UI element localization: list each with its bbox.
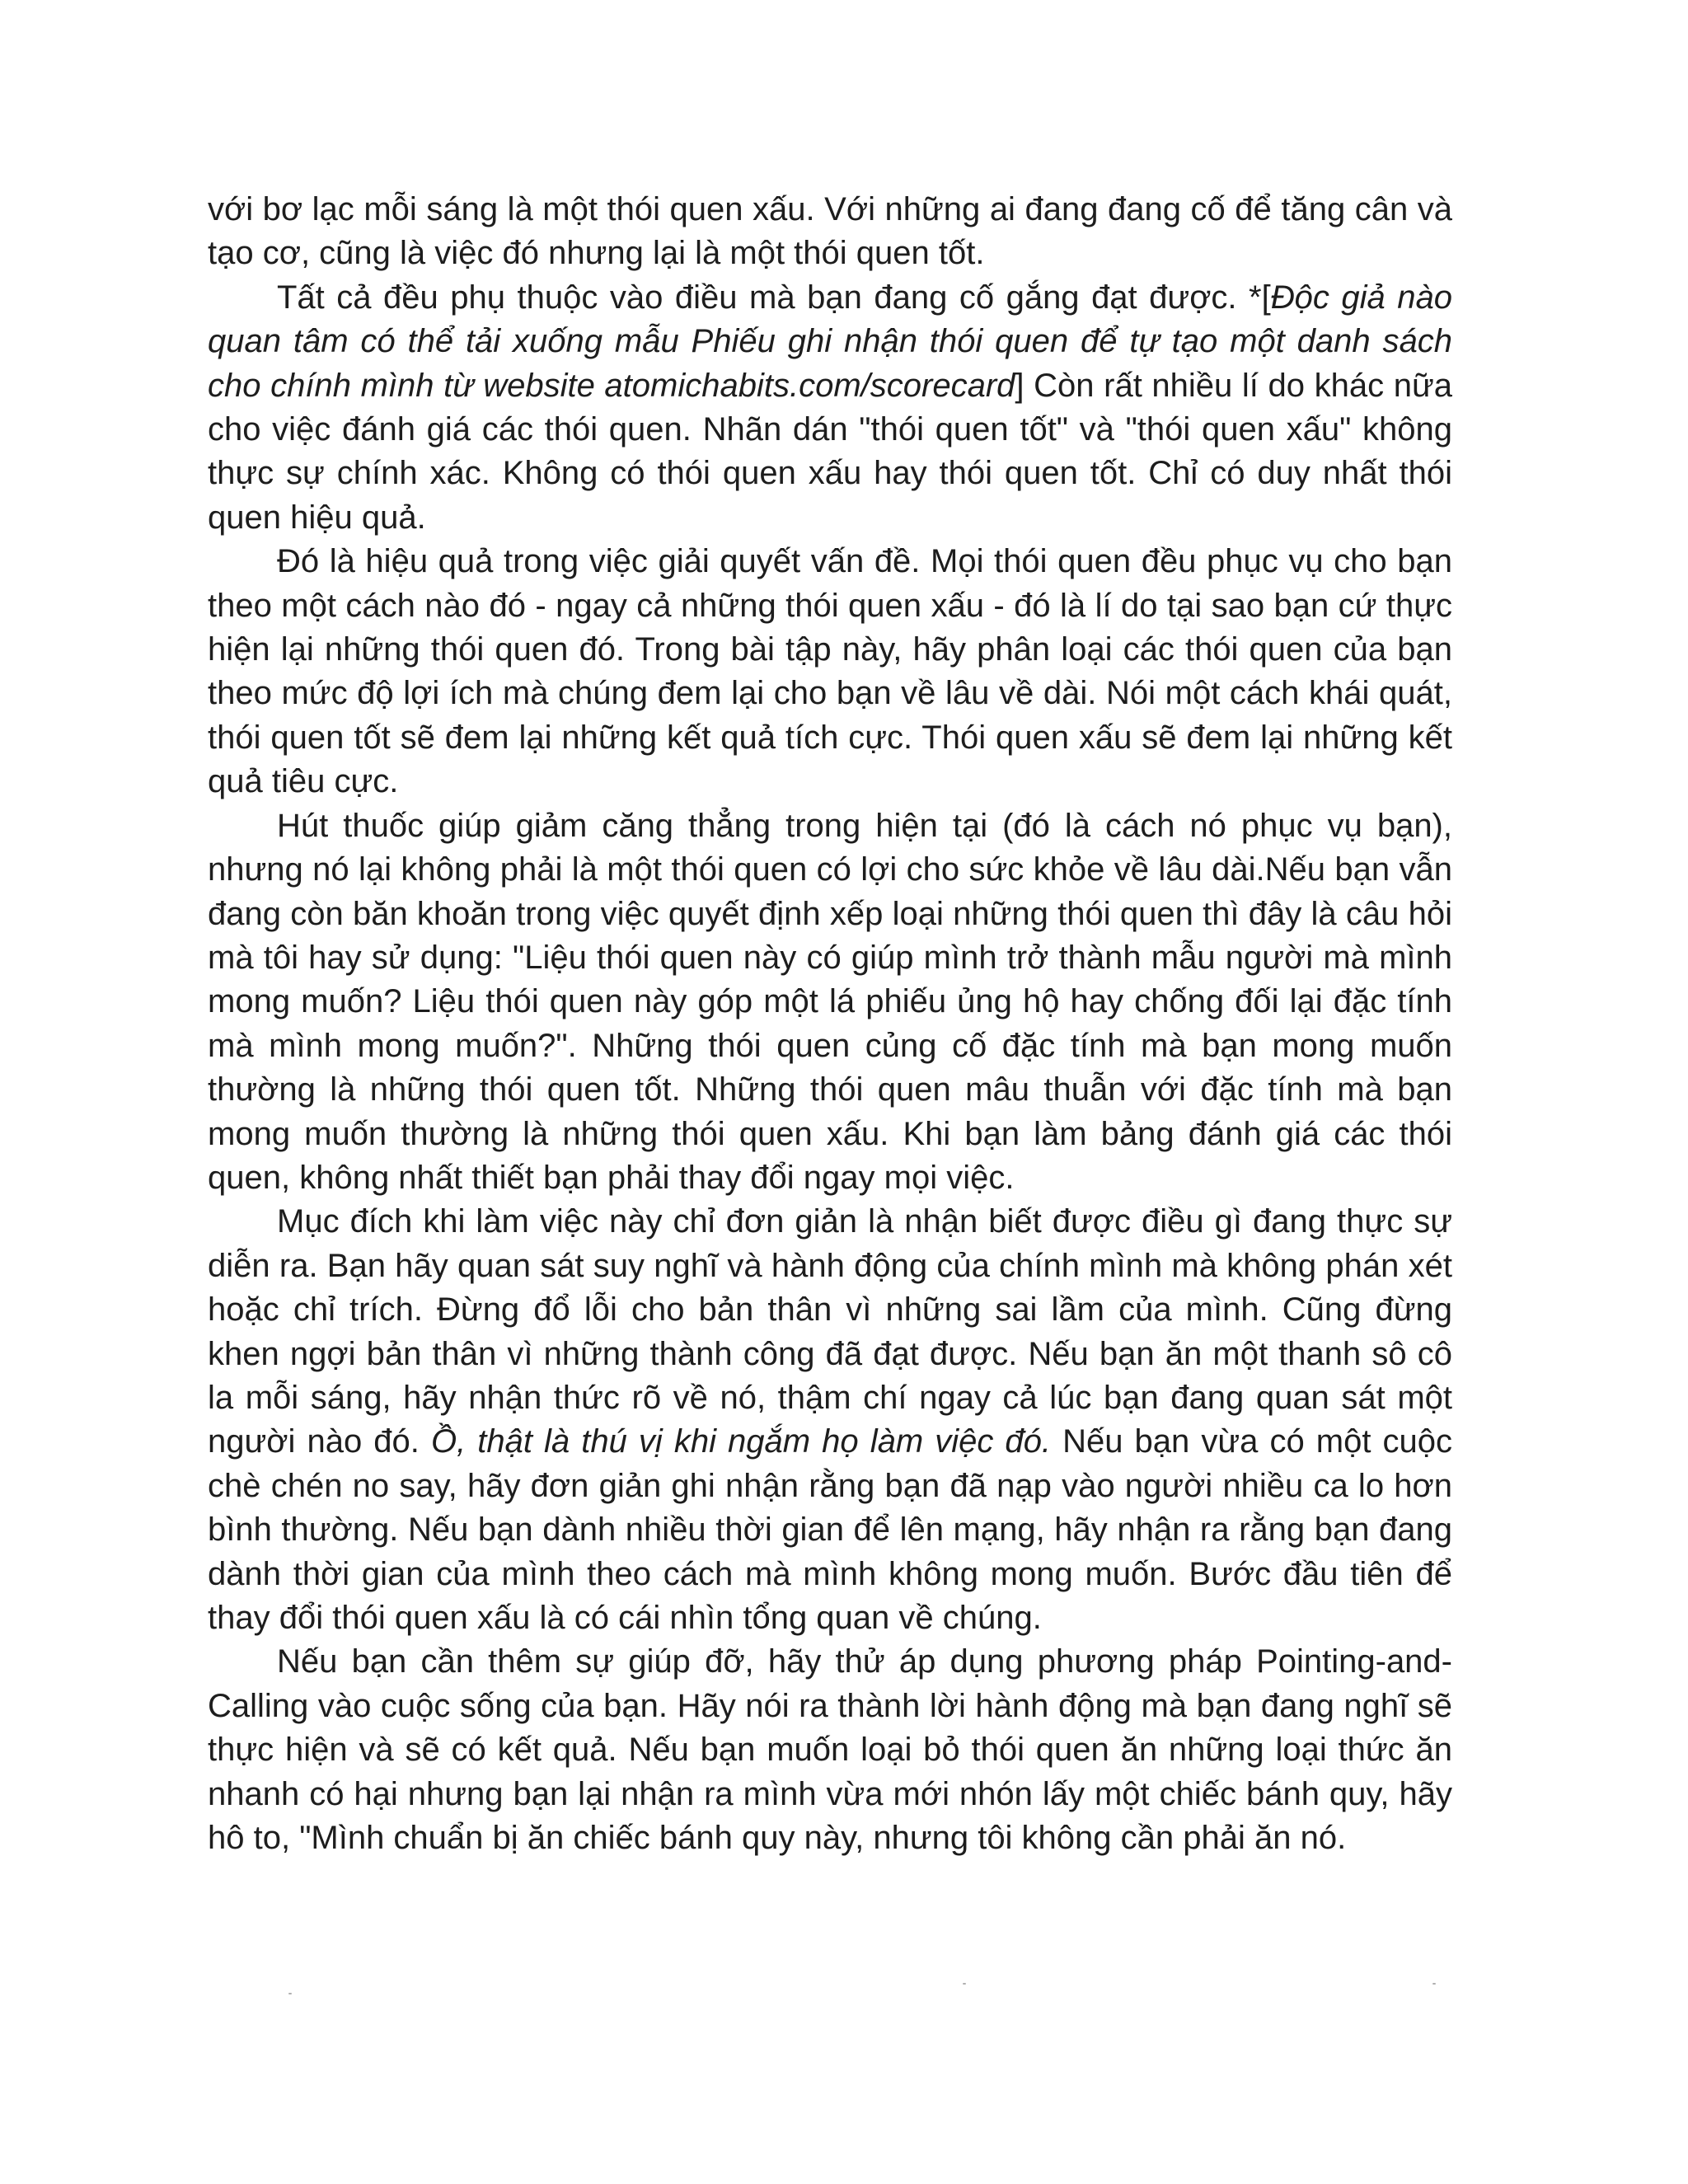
text-run: Đó là hiệu quả trong việc giải quyết vấn đề. Mọi thói quen đều phục vụ cho bạn theo một cách nào đó - ngay cả những thói quen xấu - đó là lí do tại sao bạn cứ thực hiện lại những thói quen đó. Trong bài tập này, hãy phân loại các thói quen của bạn theo mức độ lợi ích mà chúng đem lại cho bạn về lâu về dài. Nói một cách khái quát, thói quen tốt sẽ đem lại những kết quả tích cực. Thói quen xấu sẽ đem lại những kết quả tiêu cực. [208, 543, 1452, 800]
text-run: Hút thuốc giúp giảm căng thẳng trong hiện tại (đó là cách nó phục vụ bạn), nhưng nó lại không phải là một thói quen có lợi cho sức khỏe về lâu dài.Nếu bạn vẫn đang còn băn khoăn trong việc quyết định xếp loại những thói quen thì đây là câu hỏi mà tôi hay sử dụng: "Liệu thói quen này có giúp mình trở thành mẫu người mà mình mong muốn? Liệu thói quen này góp một lá phiếu ủng hộ hay chống đối lại đặc tính mà mình mong muốn?". Những thói quen củng cố đặc tính mà bạn mong muốn thường là những thói quen tốt. Những thói quen mâu thuẫn với đặc tính mà bạn mong muốn thường là những thói quen xấu. Khi bạn làm bảng đánh giá các thói quen, không nhất thiết bạn phải thay đổi ngay mọi việc. [208, 807, 1452, 1196]
text-run: Tất cả đều phụ thuộc vào điều mà bạn đang cố gắng đạt được. *[ [277, 279, 1271, 316]
paragraph-3 [208, 804, 1452, 1201]
paragraph-2 [208, 540, 1452, 804]
scan-speck [963, 1983, 966, 1985]
italic-note: Độc giả nào quan tâm có thể tải xuống mẫu Phiếu ghi nhận thói quen để tự tạo một danh sách cho chính mình từ website atomichabits.com/scorecard [208, 279, 1452, 404]
document-page [208, 188, 1452, 1860]
paragraph-4 [208, 1200, 1452, 1640]
italic-thought: Ồ, thật là thú vị khi ngắm họ làm việc đó. [430, 1423, 1052, 1460]
text-run: với bơ lạc mỗi sáng là một thói quen xấu. Với những ai đang đang cố để tăng cân và tạo cơ, cũng là việc đó nhưng lại là một thói quen tốt. [208, 191, 1452, 272]
paragraph-5 [208, 1640, 1452, 1860]
scan-speck [1432, 1983, 1436, 1985]
paragraph-1 [208, 276, 1452, 540]
text-run: Nếu bạn vừa có một cuộc chè chén no say, hãy đơn giản ghi nhận rằng bạn đã nạp vào người nhiều ca lo hơn bình thường. Nếu bạn dành nhiều thời gian để lên mạng, hãy nhận ra rằng bạn đang dành thời gian của mình theo cách mà mình không mong muốn. Bước đầu tiên để thay đổi thói quen xấu là có cái nhìn tổng quan về chúng. [208, 1423, 1452, 1636]
text-run: Nếu bạn cần thêm sự giúp đỡ, hãy thử áp dụng phương pháp Pointing-and-Calling vào cuộc sống của bạn. Hãy nói ra thành lời hành động mà bạn đang nghĩ sẽ thực hiện và sẽ có kết quả. Nếu bạn muốn loại bỏ thói quen ăn những loại thức ăn nhanh có hại nhưng bạn lại nhận ra mình vừa mới nhón lấy một chiếc bánh quy, hãy hô to, "Mình chuẩn bị ăn chiếc bánh quy này, nhưng tôi không cần phải ăn nó. [208, 1643, 1452, 1857]
scan-speck [288, 1993, 292, 1994]
text-run: ] Còn rất nhiều lí do khác nữa cho việc đánh giá các thói quen. Nhãn dán "thói quen tốt" và "thói quen xấu" không thực sự chính xác. Không có thói quen xấu hay thói quen tốt. Chỉ có duy nhất thói quen hiệu quả. [208, 367, 1452, 536]
text-run: Mục đích khi làm việc này chỉ đơn giản là nhận biết được điều gì đang thực sự diễn ra. Bạn hãy quan sát suy nghĩ và hành động của chính mình mà không phán xét hoặc chỉ trích. Đừng đổ lỗi cho bản thân vì những sai lầm của mình. Cũng đừng khen ngợi bản thân vì những thành công đã đạt được. Nếu bạn ăn một thanh sô cô la mỗi sáng, hãy nhận thức rõ về nó, thậm chí ngay cả lúc bạn đang quan sát một người nào đó. [208, 1203, 1452, 1460]
paragraph-0 [208, 188, 1452, 276]
